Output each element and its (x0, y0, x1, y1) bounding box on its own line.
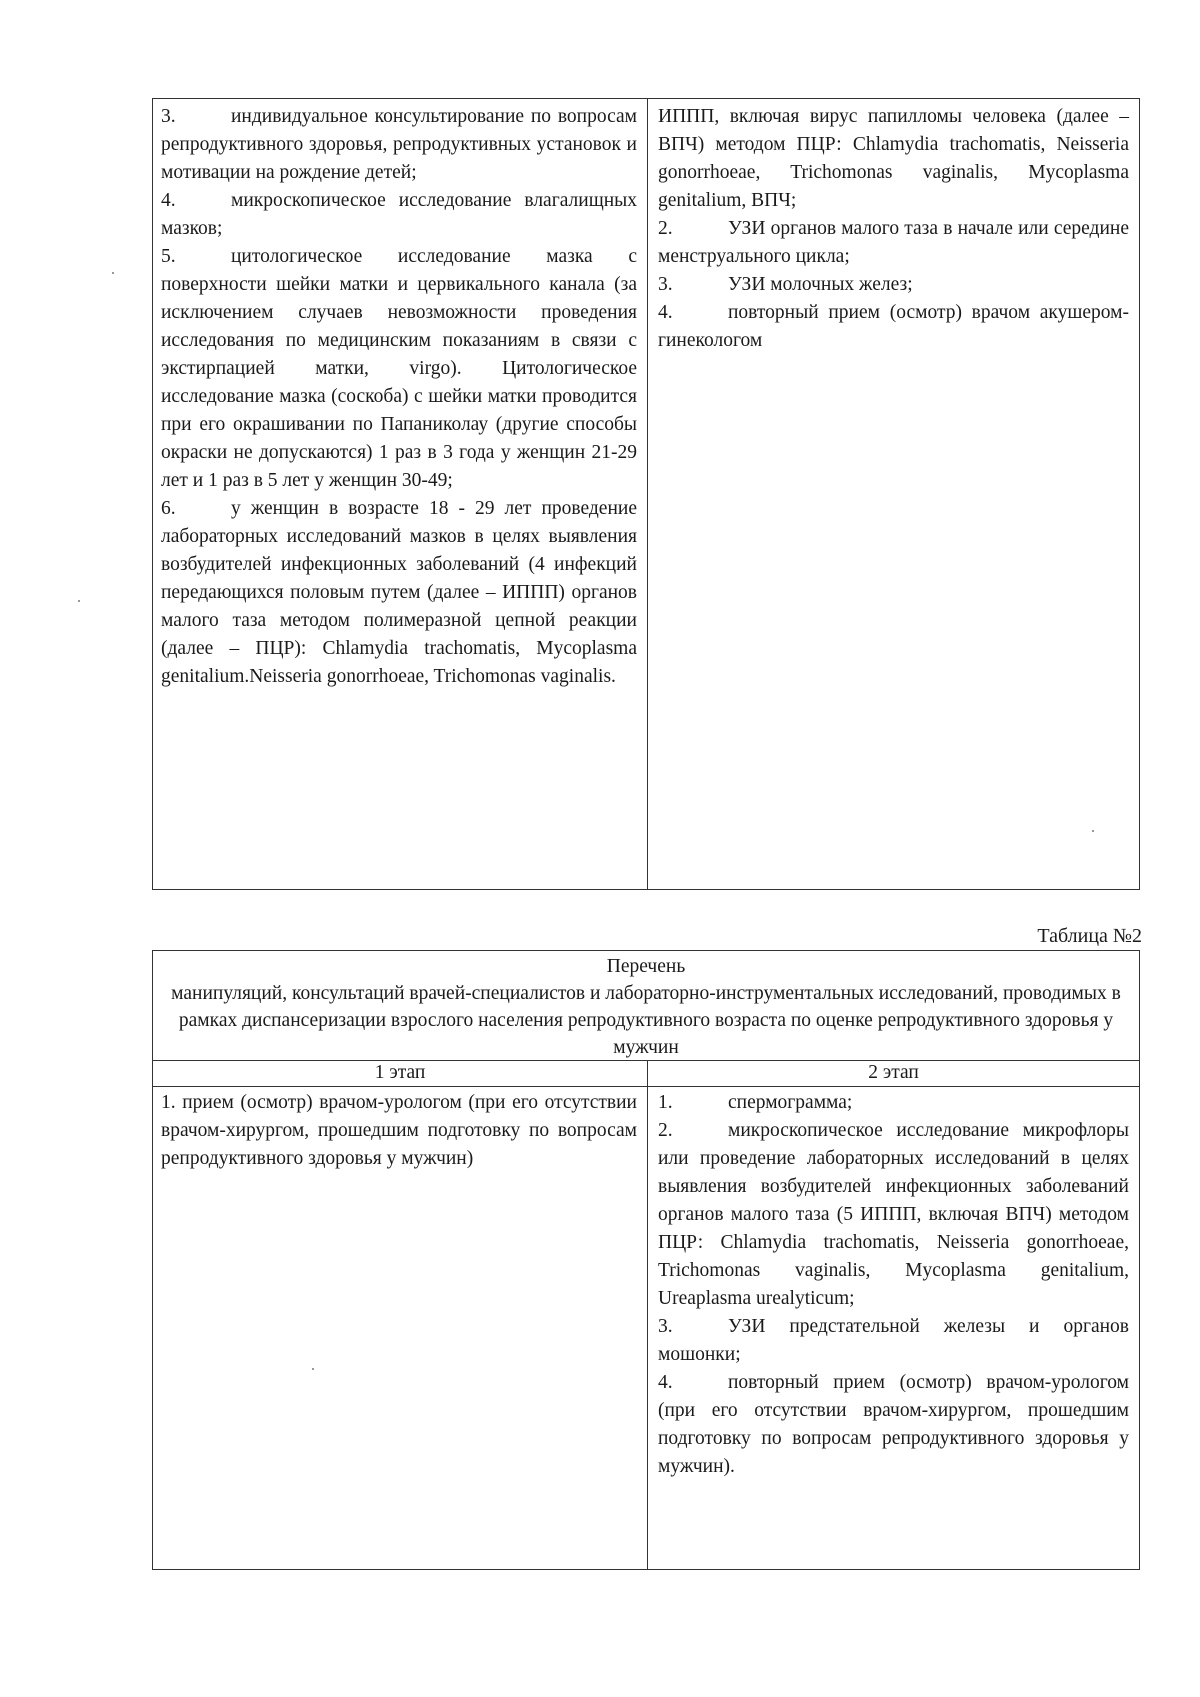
scan-speck (78, 600, 80, 602)
item-text: микроскопическое исследование влагалищных мазков; (161, 190, 637, 239)
stage-1-cell (153, 1087, 648, 1569)
item-text: УЗИ предстательной железы и органов мошонки; (658, 1316, 1129, 1365)
stage-header-row (153, 1061, 1139, 1087)
list-item (658, 1089, 1129, 1117)
stage-body-row (153, 1087, 1139, 1569)
table-1-right-cell (648, 99, 1139, 889)
list-item (658, 215, 1129, 271)
stage-1-text: 1. прием (осмотр) врачом-урологом (при его отсутствии врачом-хирургом, прошедшим подготовку по вопросам репродуктивного здоровья у мужчин) (161, 1092, 637, 1169)
list-item (161, 103, 637, 187)
item-number: 2. (658, 218, 673, 239)
item-number: 4. (161, 190, 176, 211)
stage-1-header: 1 этап (153, 1061, 648, 1086)
list-item (658, 271, 1129, 299)
list-item (161, 243, 637, 495)
item-text: микроскопическое исследование микрофлоры или проведение лабораторных исследований в целях выявления возбудителей инфекционных заболеваний органов малого таза (5 ИППП, включая ВПЧ) методом ПЦР: Chlamydia trachomatis, Neisseria gonorrhoeae, Trichomonas vaginalis, Mycoplasma genitalium, Ureaplasma urealyticum; (658, 1120, 1129, 1309)
item-number: 2. (658, 1120, 673, 1141)
item-text: УЗИ органов малого таза в начале или середине менструального цикла; (658, 218, 1129, 267)
item-text: УЗИ молочных желез; (728, 274, 913, 295)
table-1-left-cell (153, 99, 648, 889)
scan-speck (112, 272, 114, 274)
item-text: цитологическое исследование мазка с поверхности шейки матки и цервикального канала (за исключением случаев невозможности проведения исследования по медицинским показаниям в связи с экстирпацией матки, virgo). Цитологическое исследование мазка (соскоба) с шейки матки проводится при его окрашивании по Папаниколау (другие способы окраски не допускаются) 1 раз в 3 года у женщин 21-29 лет и 1 раз в 5 лет у женщин 30-49; (161, 246, 637, 491)
list-item (658, 1369, 1129, 1481)
item-number: 3. (658, 274, 673, 295)
stage-2-cell (648, 1087, 1139, 1569)
list-item (658, 299, 1129, 355)
scan-speck (1092, 830, 1094, 832)
continued-text: ИППП, включая вирус папилломы человека (далее – ВПЧ) методом ПЦР: Chlamydia trachomatis, Neisseria gonorrhoeae, Trichomonas vaginalis, Mycoplasma genitalium, ВПЧ; (658, 106, 1129, 211)
list-item (161, 495, 637, 691)
item-number: 1. (658, 1092, 673, 1113)
table-1 (152, 98, 1140, 890)
table-2-header (153, 951, 1139, 1061)
list-item (658, 1313, 1129, 1369)
item-text: спермограмма; (728, 1092, 853, 1113)
header-description: манипуляций, консультаций врачей-специалистов и лабораторно-инструментальных исследований, проводимых в рамках диспансеризации взрослого населения репродуктивного возраста по оценке репродуктивного здоровья у мужчин (171, 983, 1121, 1058)
item-number: 3. (658, 1316, 673, 1337)
stage-2-header: 2 этап (868, 1062, 919, 1083)
list-item (658, 1117, 1129, 1313)
item-text: индивидуальное консультирование по вопросам репродуктивного здоровья, репродуктивных установок и мотивации на рождение детей; (161, 106, 637, 183)
table-caption: Таблица №2 (1037, 925, 1142, 947)
item-number: 4. (658, 302, 673, 323)
item-number: 5. (161, 246, 176, 267)
item-number: 4. (658, 1372, 673, 1393)
item-text: повторный прием (осмотр) врачом акушером-гинекологом (658, 302, 1129, 351)
header-title: Перечень (606, 956, 686, 977)
item-number: 3. (161, 106, 176, 127)
table-2 (152, 950, 1140, 1570)
scan-speck (312, 1368, 314, 1370)
item-number: 6. (161, 498, 176, 519)
item-text: повторный прием (осмотр) врачом-урологом (при его отсутствии врачом-хирургом, прошедшим подготовку по вопросам репродуктивного здоровья у мужчин). (658, 1372, 1129, 1477)
item-text: у женщин в возрасте 18 - 29 лет проведение лабораторных исследований мазков в целях выявления возбудителей инфекционных заболеваний (4 инфекций передающихся половым путем (далее – ИППП) органов малого таза методом полимеразной цепной реакции (далее – ПЦР): Chlamydia trachomatis, Mycoplasma genitalium.Neisseria gonorrhoeae, Trichomonas vaginalis. (161, 498, 637, 687)
list-item (161, 187, 637, 243)
